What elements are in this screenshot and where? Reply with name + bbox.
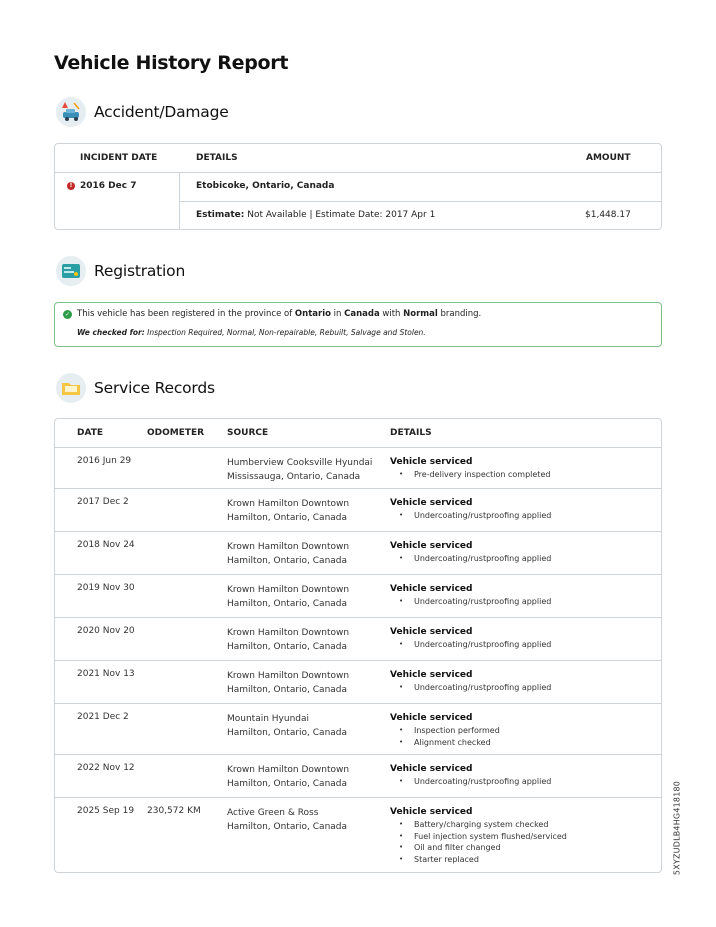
service-item: • Undercoating/rustproofing applied	[390, 553, 551, 565]
province: Ontario	[294, 309, 331, 319]
incident-date: 2016 Dec 7	[80, 181, 137, 191]
service-date: 2021 Nov 13	[77, 669, 135, 679]
service-items	[390, 725, 500, 748]
registration-section-header	[56, 256, 185, 286]
service-items	[390, 469, 550, 481]
checked-label: We checked for:	[77, 328, 145, 337]
source-location: Mississauga, Ontario, Canada	[227, 472, 361, 482]
service-section-header	[56, 373, 215, 403]
service-item: • Starter replaced	[390, 854, 567, 866]
source-name: Krown Hamilton Downtown	[227, 499, 350, 509]
service-heading: Service Records	[94, 379, 215, 397]
service-details	[390, 712, 500, 748]
accident-table-header	[55, 144, 661, 173]
vin-number: 5XYZUDLB4HG418180	[672, 780, 681, 876]
service-item: • Undercoating/rustproofing applied	[390, 682, 551, 694]
source-name: Krown Hamilton Downtown	[227, 671, 350, 681]
source-location: Hamilton, Ontario, Canada	[227, 556, 348, 566]
col-incident-date: INCIDENT DATE	[80, 153, 158, 163]
source-name: Krown Hamilton Downtown	[227, 628, 350, 638]
service-title: Vehicle serviced	[390, 584, 473, 594]
col-details: DETAILS	[390, 428, 432, 438]
service-items	[390, 510, 551, 522]
col-date: DATE	[77, 428, 104, 438]
service-item: • Undercoating/rustproofing applied	[390, 596, 551, 608]
estimate-line	[196, 210, 435, 220]
vin-sidebar	[669, 782, 684, 874]
service-title: Vehicle serviced	[390, 498, 473, 508]
source-name: Krown Hamilton Downtown	[227, 765, 350, 775]
service-source	[227, 763, 349, 791]
service-table	[54, 418, 662, 873]
service-items	[390, 553, 551, 565]
service-row	[55, 798, 661, 874]
estimate-label: Estimate:	[196, 210, 245, 220]
source-location: Hamilton, Ontario, Canada	[227, 599, 348, 609]
service-item: • Undercoating/rustproofing applied	[390, 639, 551, 651]
service-item: • Fuel injection system flushed/serviced	[390, 831, 567, 843]
service-row	[55, 755, 661, 798]
service-item: • Oil and filter changed	[390, 842, 567, 854]
service-details	[390, 540, 551, 565]
service-item: • Battery/charging system checked	[390, 819, 567, 831]
service-source	[227, 456, 372, 484]
service-row	[55, 532, 661, 575]
source-name: Active Green & Ross	[227, 808, 319, 818]
service-date: 2021 Dec 2	[77, 712, 129, 722]
service-source	[227, 497, 349, 525]
source-name: Mountain Hyundai	[227, 714, 310, 724]
service-source	[227, 806, 347, 834]
service-title: Vehicle serviced	[390, 807, 473, 817]
service-title: Vehicle serviced	[390, 541, 473, 551]
service-details	[390, 626, 551, 651]
source-name: Krown Hamilton Downtown	[227, 585, 350, 595]
service-details	[390, 583, 551, 608]
col-amount: AMOUNT	[586, 153, 631, 163]
check-icon: ✓	[64, 311, 71, 318]
service-row	[55, 704, 661, 755]
service-date: 2019 Nov 30	[77, 583, 135, 593]
service-item: • Pre-delivery inspection completed	[390, 469, 550, 481]
source-name: Humberview Cooksville Hyundai	[227, 458, 373, 468]
service-item: • Undercoating/rustproofing applied	[390, 776, 551, 788]
service-details	[390, 806, 567, 865]
service-title: Vehicle serviced	[390, 764, 473, 774]
registration-card-icon	[56, 256, 86, 286]
source-location: Hamilton, Ontario, Canada	[227, 513, 348, 523]
registration-message: This vehicle has been registered in the province of Ontario in Canada with Normal branding.	[77, 309, 482, 319]
col-odometer: ODOMETER	[147, 428, 205, 438]
source-name: Krown Hamilton Downtown	[227, 542, 350, 552]
incident-amount: $1,448.17	[585, 210, 631, 220]
service-title: Vehicle serviced	[390, 457, 473, 467]
service-item: • Inspection performed	[390, 725, 500, 737]
source-location: Hamilton, Ontario, Canada	[227, 728, 348, 738]
service-item: • Undercoating/rustproofing applied	[390, 510, 551, 522]
service-source	[227, 669, 349, 697]
service-row	[55, 489, 661, 532]
checked-list: Inspection Required, Normal, Non-repairable, Rebuilt, Salvage and Stolen.	[147, 328, 426, 337]
service-items	[390, 776, 551, 788]
service-row	[55, 618, 661, 661]
service-title: Vehicle serviced	[390, 627, 473, 637]
service-odometer: 230,572 KM	[147, 806, 201, 816]
country: Canada	[344, 309, 380, 319]
incident-location: Etobicoke, Ontario, Canada	[196, 181, 335, 191]
accident-table	[54, 143, 662, 230]
service-row	[55, 448, 661, 489]
service-date: 2022 Nov 12	[77, 763, 135, 773]
estimate-text: Not Available | Estimate Date: 2017 Apr 1	[247, 210, 436, 220]
service-date: 2017 Dec 2	[77, 497, 129, 507]
service-items	[390, 596, 551, 608]
source-location: Hamilton, Ontario, Canada	[227, 779, 348, 789]
car-crash-icon	[56, 97, 86, 127]
service-date: 2025 Sep 19	[77, 806, 135, 816]
service-item: • Alignment checked	[390, 737, 500, 749]
source-location: Hamilton, Ontario, Canada	[227, 685, 348, 695]
service-title: Vehicle serviced	[390, 670, 473, 680]
service-details	[390, 669, 551, 694]
service-source	[227, 626, 349, 654]
service-details	[390, 497, 551, 522]
service-source	[227, 712, 347, 740]
service-table-header	[55, 419, 661, 448]
accident-section-header	[56, 97, 229, 127]
folder-icon	[56, 373, 86, 403]
service-date: 2016 Jun 29	[77, 456, 132, 466]
service-items	[390, 639, 551, 651]
service-items	[390, 819, 567, 865]
source-location: Hamilton, Ontario, Canada	[227, 642, 348, 652]
accident-heading: Accident/Damage	[94, 103, 229, 121]
col-source: SOURCE	[227, 428, 269, 438]
col-details: DETAILS	[196, 153, 238, 163]
registration-heading: Registration	[94, 262, 186, 280]
service-items	[390, 682, 551, 694]
service-date: 2018 Nov 24	[77, 540, 135, 550]
branding: Normal	[403, 309, 438, 319]
service-row	[55, 661, 661, 704]
alert-icon: !	[67, 182, 75, 190]
checked-for	[77, 328, 426, 337]
service-details	[390, 456, 550, 481]
page-title: Vehicle History Report	[54, 52, 289, 74]
service-source	[227, 583, 349, 611]
source-location: Hamilton, Ontario, Canada	[227, 822, 348, 832]
service-details	[390, 763, 551, 788]
registration-box	[54, 302, 662, 347]
service-source	[227, 540, 349, 568]
service-row	[55, 575, 661, 618]
service-title: Vehicle serviced	[390, 713, 473, 723]
service-date: 2020 Nov 20	[77, 626, 135, 636]
